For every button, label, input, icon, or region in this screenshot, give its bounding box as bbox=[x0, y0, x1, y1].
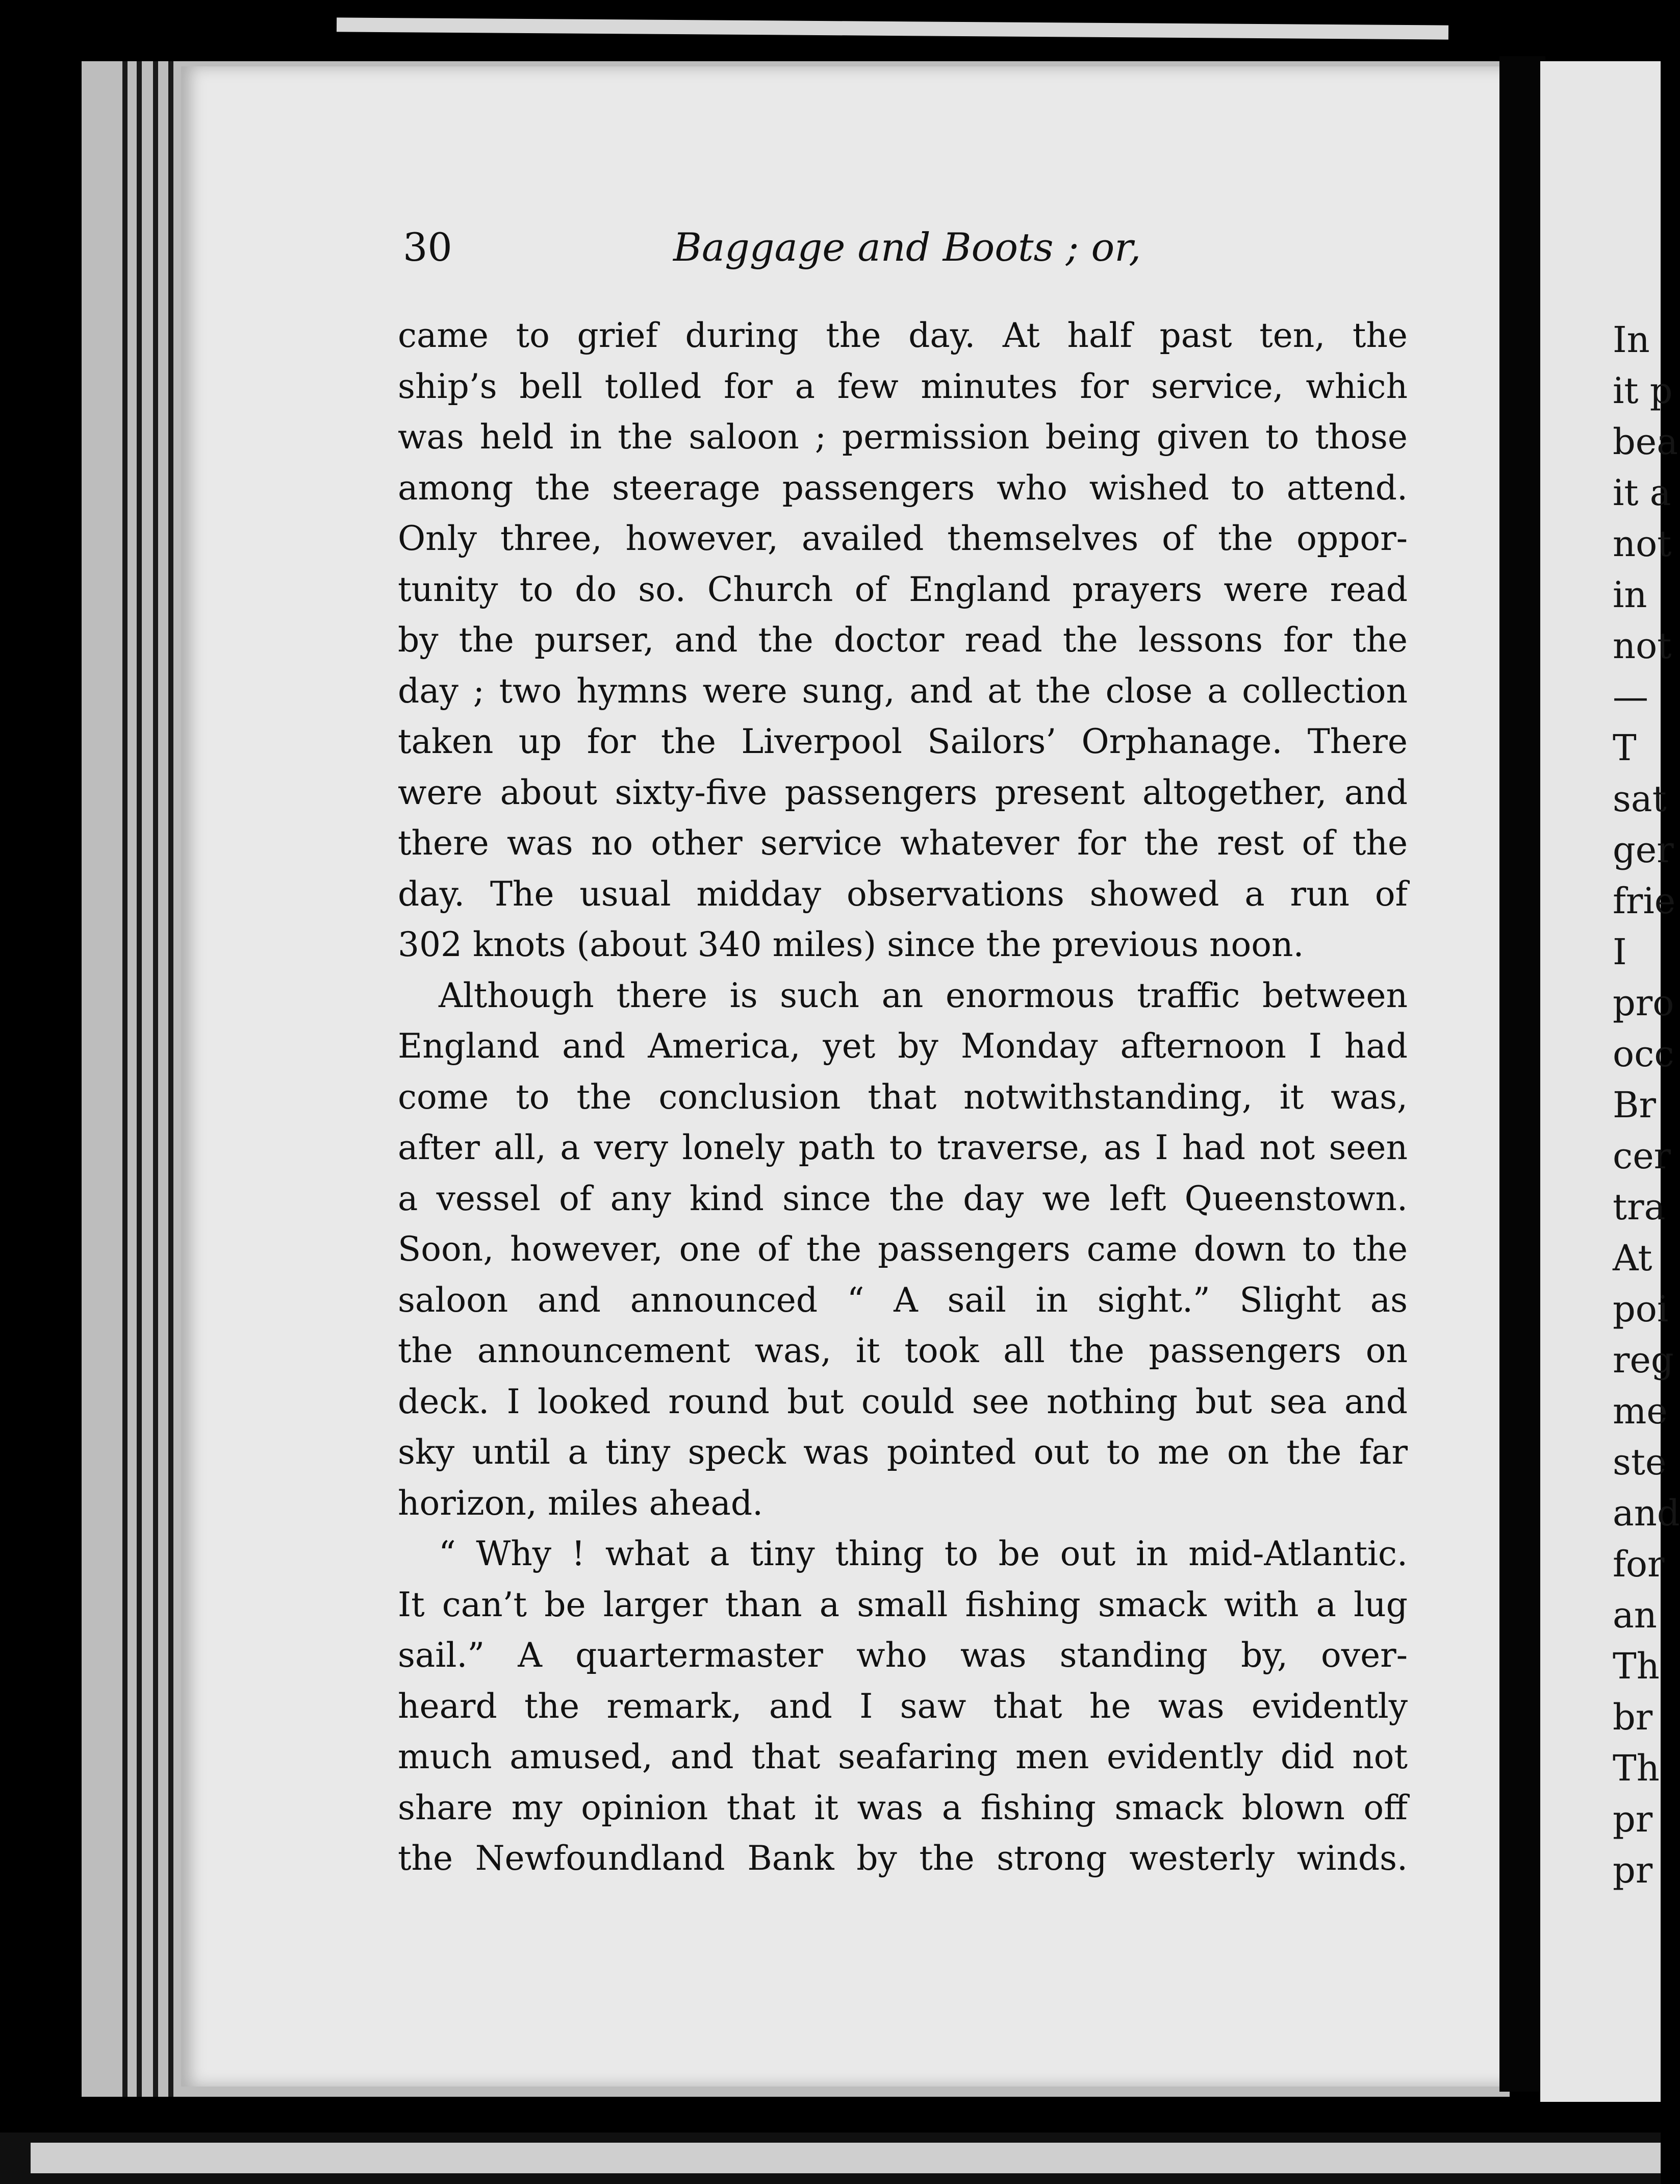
text-line: day. The usual midday observations showed a run of bbox=[398, 874, 1408, 914]
right-page-text: ger bbox=[1613, 829, 1674, 871]
right-page-text: At bbox=[1613, 1237, 1652, 1279]
right-page-text: frie bbox=[1613, 880, 1676, 922]
right-page-text: an bbox=[1613, 1594, 1657, 1636]
right-page-text: it p bbox=[1613, 370, 1673, 412]
right-page-text: sat bbox=[1613, 778, 1667, 820]
text-line: were about sixty-five passengers present altogether, and bbox=[398, 772, 1408, 812]
page-top-edge bbox=[337, 17, 1448, 39]
text-line: there was no other service whatever for the rest of the bbox=[398, 823, 1408, 863]
page-edge-line bbox=[153, 61, 158, 2097]
right-page-text: In bbox=[1613, 319, 1650, 361]
right-page-text: cer bbox=[1613, 1135, 1671, 1177]
text-line: Although there is such an enormous traffic between bbox=[439, 975, 1408, 1015]
text-line: Only three, however, availed themselves of the oppor- bbox=[398, 519, 1408, 558]
right-page-text: Br bbox=[1613, 1084, 1656, 1126]
right-page-text: I bbox=[1613, 931, 1627, 973]
text-line: heard the remark, and I saw that he was evidently bbox=[398, 1686, 1408, 1726]
text-line: the Newfoundland Bank by the strong westerly winds. bbox=[398, 1839, 1408, 1878]
right-page-text: Th bbox=[1613, 1747, 1660, 1789]
text-line: come to the conclusion that notwithstanding, it was, bbox=[398, 1077, 1408, 1117]
right-page-text: — bbox=[1613, 676, 1648, 718]
text-line: horizon, miles ahead. bbox=[398, 1483, 763, 1523]
text-line: 302 knots (about 340 miles) since the previous noon. bbox=[398, 925, 1304, 964]
right-page-text: poi bbox=[1613, 1288, 1669, 1330]
text-line: much amused, and that seafaring men evidently did not bbox=[398, 1737, 1408, 1776]
text-line: deck. I looked round but could see nothing but sea and bbox=[398, 1382, 1408, 1421]
text-line: ship’s bell tolled for a few minutes for service, which bbox=[398, 366, 1408, 406]
text-line: a vessel of any kind since the day we left Queenstown. bbox=[398, 1178, 1408, 1218]
text-line: saloon and announced “ A sail in sight.” Slight as bbox=[398, 1280, 1408, 1320]
text-line: by the purser, and the doctor read the lessons for the bbox=[398, 620, 1408, 660]
text-line: came to grief during the day. At half past ten, the bbox=[398, 316, 1408, 355]
right-page-text: pro bbox=[1613, 982, 1674, 1024]
right-page-text: bea bbox=[1613, 421, 1678, 463]
right-page-text: for bbox=[1613, 1543, 1665, 1585]
text-line: Soon, however, one of the passengers came down to the bbox=[398, 1229, 1408, 1269]
right-page-text: in bbox=[1613, 574, 1647, 616]
right-page-text: not bbox=[1613, 625, 1672, 667]
right-page-fragment bbox=[1540, 61, 1680, 2102]
right-page-text: T bbox=[1613, 727, 1637, 769]
text-line: after all, a very lonely path to traverse, as I had not seen bbox=[398, 1128, 1408, 1167]
right-page-text: occ bbox=[1613, 1033, 1674, 1075]
book-gutter bbox=[1499, 56, 1545, 2092]
right-page-text: pr bbox=[1613, 1849, 1653, 1891]
right-page-text: it a bbox=[1613, 472, 1671, 514]
right-page-text: Th bbox=[1613, 1645, 1660, 1687]
text-line: England and America, yet by Monday afternoon I had bbox=[398, 1026, 1408, 1066]
text-line: was held in the saloon ; permission being given to those bbox=[398, 417, 1408, 457]
text-line: sky until a tiny speck was pointed out to me on the far bbox=[398, 1433, 1408, 1472]
right-page-text: tra bbox=[1613, 1186, 1666, 1228]
text-line: the announcement was, it took all the passengers on bbox=[398, 1331, 1408, 1370]
right-page-text: me bbox=[1613, 1390, 1668, 1432]
text-line: “ Why ! what a tiny thing to be out in mid-Atlantic. bbox=[439, 1534, 1408, 1573]
right-page-text: pr bbox=[1613, 1798, 1653, 1840]
right-page-text: and bbox=[1613, 1492, 1680, 1534]
page-header bbox=[403, 224, 1403, 275]
text-line: taken up for the Liverpool Sailors’ Orphanage. There bbox=[398, 722, 1408, 761]
page-number: 30 bbox=[403, 224, 452, 270]
text-line: day ; two hymns were sung, and at the close a collection bbox=[398, 671, 1408, 711]
text-line: sail.” A quartermaster who was standing by, over- bbox=[398, 1636, 1408, 1675]
page-edge-line bbox=[122, 61, 128, 2097]
right-page-text: ste bbox=[1613, 1441, 1667, 1483]
right-page-text: reg bbox=[1613, 1339, 1674, 1381]
page-edge-line bbox=[137, 61, 142, 2097]
text-line: It can’t be larger than a small fishing smack with a lug bbox=[398, 1585, 1408, 1624]
text-line: share my opinion that it was a fishing smack blown off bbox=[398, 1788, 1408, 1827]
text-line: tunity to do so. Church of England prayers were read bbox=[398, 569, 1408, 609]
body-text bbox=[398, 310, 1408, 1884]
running-head: Baggage and Boots ; or, bbox=[673, 224, 1141, 270]
bottom-page-edge bbox=[31, 2143, 1661, 2173]
page-edge-line bbox=[168, 61, 173, 2097]
right-page-text: not bbox=[1613, 523, 1672, 565]
text-line: among the steerage passengers who wished to attend. bbox=[398, 468, 1408, 508]
right-page-text: br bbox=[1613, 1696, 1653, 1738]
